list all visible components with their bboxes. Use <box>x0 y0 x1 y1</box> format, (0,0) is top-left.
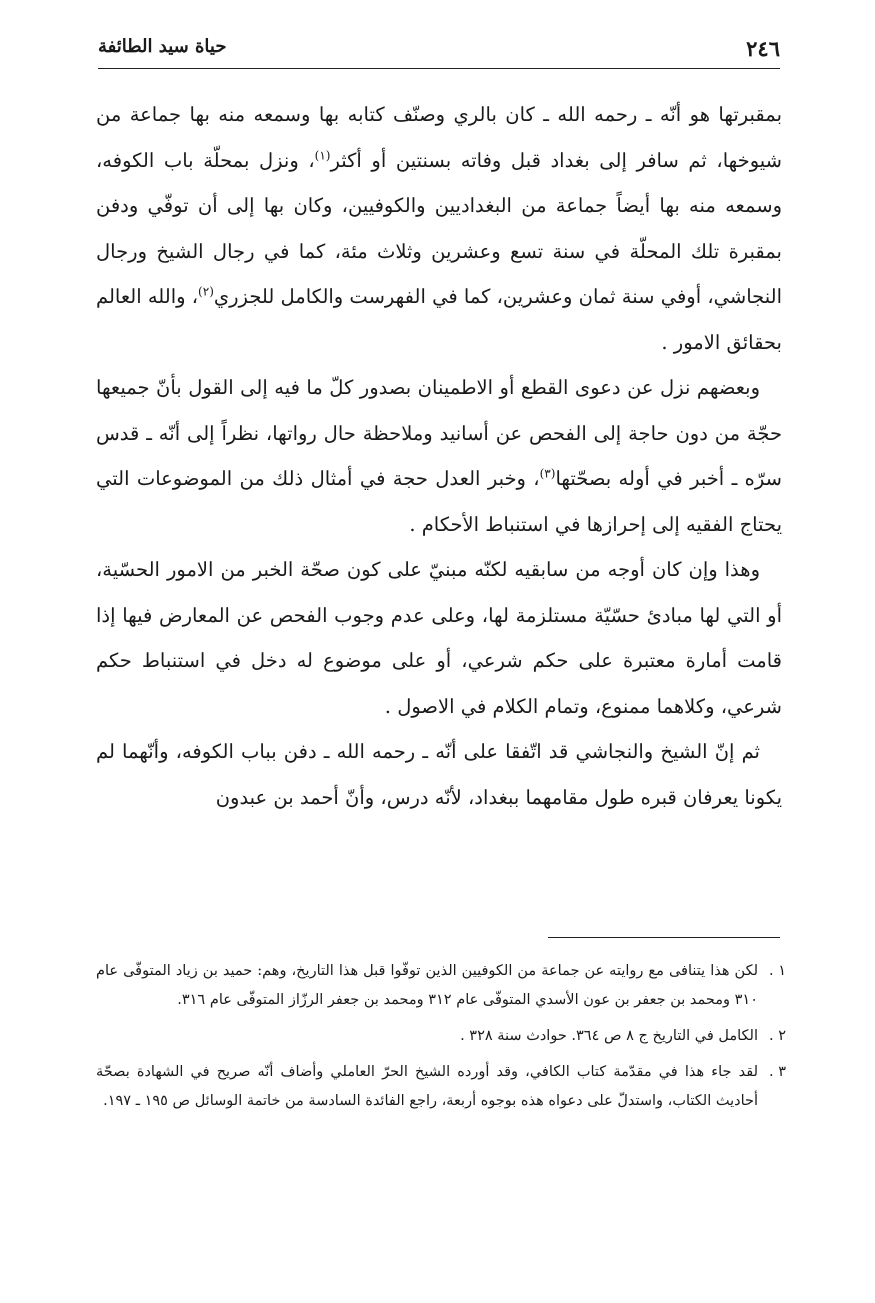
paragraph-text: ، وخبر العدل حجة في أمثال ذلك من الموضوعات التي يحتاج الفقيه إلى إحرازها في استنباط الأحكام . <box>96 467 782 536</box>
footnote-ref: (٣) <box>539 466 556 481</box>
paragraph-text: ، ونزل بمحلّة باب الكوفه، وسمعه منه بها أيضاً جماعة من البغداديين والكوفيين، وكان بها إلى أن توفّي ودفن بمقبرة تلك المحلّة في سنة تسع وعشرين وثلاث مئة، كما في رجال الشيخ ورجال النجاشي، أوفي سنة ثمان وعشرين، كما في الفهرست والكامل للجزري <box>96 148 782 308</box>
footnote-text: لكن هذا يتنافى مع روايته عن جماعة من الكوفيين الذين توفّوا قبل هذا التاريخ، وهم: حميد بن زياد المتوفّى عام ٣١٠ ومحمد بن جعفر بن عون الأسدي المتوفّى عام ٣١٢ ومحمد بن جعفر الرزّاز المتوفّى عام ٣١٦. <box>96 963 759 1008</box>
footnotes <box>96 957 786 1123</box>
footnote-ref: (١) <box>314 148 331 162</box>
footnote <box>96 1058 786 1116</box>
paragraph-text: بمقبرتها هو أنّه ـ رحمه الله ـ كان بالري وصنّف كتابه بها وسمعه منه بها جماعة من شيوخها، ثم سافر إلى بغداد قبل وفاته بسنتين أو أكثر <box>96 103 782 172</box>
footnote-ref: (٢) <box>198 284 214 299</box>
running-title: حياة سيد الطائفة <box>98 36 227 57</box>
paragraph <box>96 729 782 820</box>
footnote-text: الكامل في التاريخ ج ٨ ص ٣٦٤. حوادث سنة ٣٢٨ . <box>460 1028 758 1044</box>
paragraph <box>96 365 782 547</box>
running-header <box>98 34 780 69</box>
footnote-number: ٣ . <box>768 1064 786 1080</box>
paragraph <box>96 92 782 365</box>
footnote-divider <box>548 937 780 938</box>
footnote-number: ١ . <box>768 963 786 979</box>
footnote-text: لقد جاء هذا في مقدّمة كتاب الكافي، وقد أورده الشيخ الحرّ العاملي وأضاف أنّه صريح في الشهادة بصحّة أحاديث الكتاب، واستدلّ على دعواه هذه بوجوه أربعة، راجع الفائدة السادسة من خاتمة الوسائل ص ١٩٥ ـ ١٩٧. <box>96 1064 758 1109</box>
paragraph-text: ، والله العالم بحقائق الامور . <box>96 285 782 354</box>
page-number: ٢٤٦ <box>746 36 780 61</box>
footnote <box>96 957 786 1015</box>
main-text <box>96 92 782 820</box>
footnote <box>96 1022 786 1051</box>
paragraph <box>96 547 782 729</box>
paragraph-text: وهذا وإن كان أوجه من سابقيه لكنّه مبنيّ على كون صحّة الخبر من الامور الحسّية، أو التي لها مبادئ حسّيّة مستلزمة لها، وعلى عدم وجوب الفحص عن المعارض فيها إذا قامت أمارة معتبرة على حكم شرعي، أو على موضوع له دخل في استنباط حكم شرعي، وكلاهما ممنوع، وتمام الكلام في الاصول . <box>96 558 782 718</box>
footnote-number: ٢ . <box>768 1028 786 1044</box>
paragraph-text: وبعضهم نزل عن دعوى القطع أو الاطمينان بصدور كلّ ما فيه إلى القول بأنّ جميعها حجّة من دون حاجة إلى الفحص عن أسانيد وملاحظة حال رواتها، نظراً إلى أنّه ـ قدس سرّه ـ أخبر في أوله بصحّتها <box>96 376 782 490</box>
paragraph-text: ثم إنّ الشيخ والنجاشي قد اتّفقا على أنّه ـ رحمه الله ـ دفن بباب الكوفه، وأنّهما لم يكونا يعرفان قبره طول مقامهما ببغداد، لأنّه درس، وأنّ أحمد بن عبدون <box>96 740 782 809</box>
